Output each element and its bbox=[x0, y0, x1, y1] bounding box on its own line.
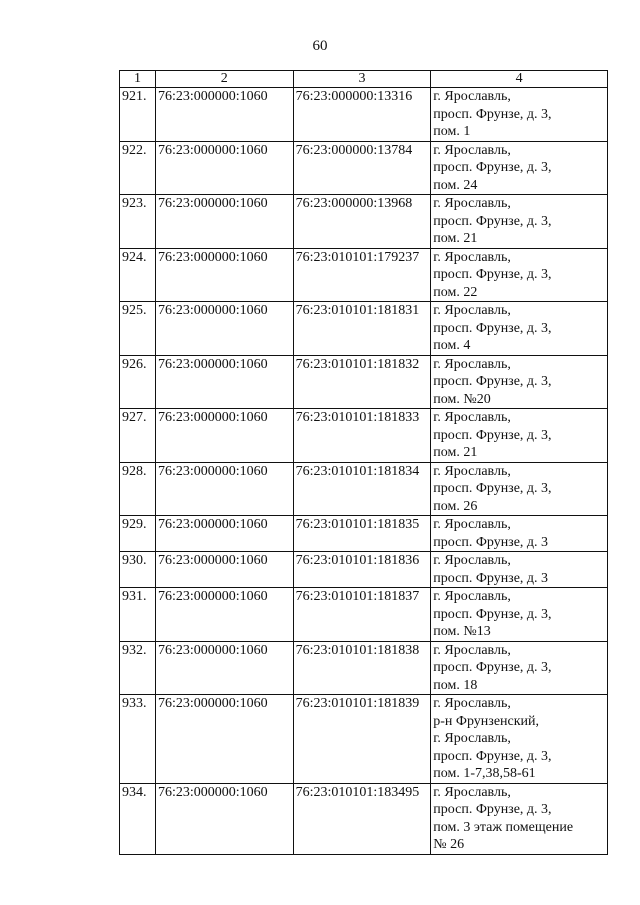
table-row bbox=[120, 248, 608, 302]
address-cell bbox=[431, 195, 608, 249]
address-line: пом. 1-7,38,58-61 bbox=[433, 766, 536, 781]
table-row bbox=[120, 588, 608, 642]
address-line: г. Ярославль, bbox=[433, 553, 511, 568]
address-cell bbox=[431, 641, 608, 695]
row-number-cell: 929. bbox=[120, 516, 156, 552]
address-line: г. Ярославль, bbox=[433, 196, 511, 211]
address-line: просп. Фрунзе, д. 3, bbox=[433, 213, 552, 229]
address-line: просп. Фрунзе, д. 3, bbox=[433, 481, 552, 496]
address-line: г. Ярославль, bbox=[433, 784, 511, 800]
column-header-3: 3 bbox=[293, 71, 431, 88]
address-line: пом. 26 bbox=[433, 498, 478, 514]
parent-cadastral-cell: 76:23:000000:1060 bbox=[155, 88, 293, 142]
address-line: г. Ярославль, bbox=[433, 731, 511, 746]
address-cell bbox=[431, 141, 608, 195]
address-line: просп. Фрунзе, д. 3, bbox=[433, 427, 552, 443]
address-line: пом. 4 bbox=[433, 338, 471, 353]
parent-cadastral-cell: 76:23:000000:1060 bbox=[155, 302, 293, 356]
table-row bbox=[120, 552, 608, 588]
address-line: пом. 3 этаж помещение bbox=[433, 819, 574, 835]
address-line: просп. Фрунзе, д. 3, bbox=[433, 660, 552, 675]
parent-cadastral-cell: 76:23:000000:1060 bbox=[155, 462, 293, 516]
address-line: г. Ярославль, bbox=[433, 89, 511, 104]
row-number-cell: 928. bbox=[120, 462, 156, 516]
column-header-1: 1 bbox=[120, 71, 156, 88]
cadastral-number-cell: 76:23:000000:13784 bbox=[293, 141, 431, 195]
address-line: пом. 22 bbox=[433, 284, 478, 300]
table-body bbox=[120, 88, 608, 855]
parent-cadastral-cell: 76:23:000000:1060 bbox=[155, 409, 293, 463]
row-number-cell: 927. bbox=[120, 409, 156, 463]
row-number-cell: 923. bbox=[120, 195, 156, 249]
row-number-cell: 931. bbox=[120, 588, 156, 642]
address-cell bbox=[431, 552, 608, 588]
table-row bbox=[120, 141, 608, 195]
cadastral-number-cell: 76:23:010101:181834 bbox=[293, 462, 431, 516]
address-line: г. Ярославль, bbox=[433, 356, 511, 372]
table-row bbox=[120, 641, 608, 695]
cadastral-number-cell: 76:23:010101:181836 bbox=[293, 552, 431, 588]
parent-cadastral-cell: 76:23:000000:1060 bbox=[155, 588, 293, 642]
cadastral-number-cell: 76:23:000000:13968 bbox=[293, 195, 431, 249]
address-line: просп. Фрунзе, д. 3, bbox=[433, 267, 552, 282]
page-number: 60 bbox=[312, 38, 328, 54]
row-number-cell: 924. bbox=[120, 248, 156, 302]
parent-cadastral-cell: 76:23:000000:1060 bbox=[155, 195, 293, 249]
parent-cadastral-cell: 76:23:000000:1060 bbox=[155, 355, 293, 409]
parent-cadastral-cell: 76:23:000000:1060 bbox=[155, 695, 293, 784]
address-line: пом. 21 bbox=[433, 231, 478, 246]
cadastral-number-cell: 76:23:010101:181838 bbox=[293, 641, 431, 695]
column-header-4: 4 bbox=[431, 71, 608, 88]
address-line: пом. 24 bbox=[433, 177, 478, 193]
address-cell bbox=[431, 783, 608, 854]
address-line: пом. №13 bbox=[433, 624, 491, 639]
address-line: г. Ярославль, bbox=[433, 517, 511, 532]
address-line: просп. Фрунзе, д. 3 bbox=[433, 570, 549, 586]
table-row bbox=[120, 783, 608, 854]
address-line: просп. Фрунзе, д. 3, bbox=[433, 374, 552, 389]
row-number-cell: 926. bbox=[120, 355, 156, 409]
address-line: г. Ярославль, bbox=[433, 589, 511, 604]
address-line: г. Ярославль, bbox=[433, 463, 511, 479]
table-row bbox=[120, 302, 608, 356]
table-row bbox=[120, 695, 608, 784]
address-line: пом. №20 bbox=[433, 391, 491, 407]
address-cell bbox=[431, 355, 608, 409]
row-number-cell: 925. bbox=[120, 302, 156, 356]
parent-cadastral-cell: 76:23:000000:1060 bbox=[155, 141, 293, 195]
address-line: р-н Фрунзенский, bbox=[433, 713, 540, 729]
address-line: пом. 21 bbox=[433, 445, 478, 460]
table-row bbox=[120, 355, 608, 409]
cadastral-number-cell: 76:23:010101:181833 bbox=[293, 409, 431, 463]
address-line: г. Ярославль, bbox=[433, 696, 511, 711]
table-row bbox=[120, 195, 608, 249]
address-line: просп. Фрунзе, д. 3, bbox=[433, 802, 552, 817]
table-header-row bbox=[120, 71, 608, 88]
address-cell bbox=[431, 695, 608, 784]
row-number-cell: 932. bbox=[120, 641, 156, 695]
address-line: г. Ярославль, bbox=[433, 249, 511, 265]
cadastral-number-cell: 76:23:010101:181839 bbox=[293, 695, 431, 784]
row-number-cell: 922. bbox=[120, 141, 156, 195]
address-cell bbox=[431, 302, 608, 356]
parent-cadastral-cell: 76:23:000000:1060 bbox=[155, 641, 293, 695]
cadastral-number-cell: 76:23:010101:181837 bbox=[293, 588, 431, 642]
table-row bbox=[120, 409, 608, 463]
address-line: просп. Фрунзе, д. 3 bbox=[433, 534, 549, 550]
address-cell bbox=[431, 88, 608, 142]
column-header-2: 2 bbox=[155, 71, 293, 88]
table-row bbox=[120, 462, 608, 516]
address-line: № 26 bbox=[433, 837, 465, 852]
address-cell bbox=[431, 516, 608, 552]
address-line: просп. Фрунзе, д. 3, bbox=[433, 320, 552, 336]
parent-cadastral-cell: 76:23:000000:1060 bbox=[155, 516, 293, 552]
parent-cadastral-cell: 76:23:000000:1060 bbox=[155, 783, 293, 854]
address-cell bbox=[431, 248, 608, 302]
address-line: просп. Фрунзе, д. 3, bbox=[433, 106, 552, 122]
address-line: г. Ярославль, bbox=[433, 303, 511, 318]
address-line: пом. 1 bbox=[433, 124, 471, 139]
address-line: пом. 18 bbox=[433, 677, 478, 693]
cadastral-number-cell: 76:23:010101:181831 bbox=[293, 302, 431, 356]
cadastral-number-cell: 76:23:010101:179237 bbox=[293, 248, 431, 302]
row-number-cell: 934. bbox=[120, 783, 156, 854]
address-line: г. Ярославль, bbox=[433, 642, 511, 658]
address-cell bbox=[431, 588, 608, 642]
parent-cadastral-cell: 76:23:000000:1060 bbox=[155, 552, 293, 588]
address-line: г. Ярославль, bbox=[433, 142, 511, 158]
cadastral-number-cell: 76:23:010101:181832 bbox=[293, 355, 431, 409]
address-cell bbox=[431, 462, 608, 516]
row-number-cell: 921. bbox=[120, 88, 156, 142]
cadastral-number-cell: 76:23:010101:181835 bbox=[293, 516, 431, 552]
cadastral-number-cell: 76:23:000000:13316 bbox=[293, 88, 431, 142]
address-line: просп. Фрунзе, д. 3, bbox=[433, 160, 552, 175]
parent-cadastral-cell: 76:23:000000:1060 bbox=[155, 248, 293, 302]
address-cell bbox=[431, 409, 608, 463]
address-line: просп. Фрунзе, д. 3, bbox=[433, 748, 552, 764]
table-row bbox=[120, 88, 608, 142]
row-number-cell: 930. bbox=[120, 552, 156, 588]
address-line: просп. Фрунзе, д. 3, bbox=[433, 606, 552, 622]
cadastral-number-cell: 76:23:010101:183495 bbox=[293, 783, 431, 854]
table-row bbox=[120, 516, 608, 552]
row-number-cell: 933. bbox=[120, 695, 156, 784]
registry-table bbox=[119, 70, 608, 855]
address-line: г. Ярославль, bbox=[433, 410, 511, 425]
